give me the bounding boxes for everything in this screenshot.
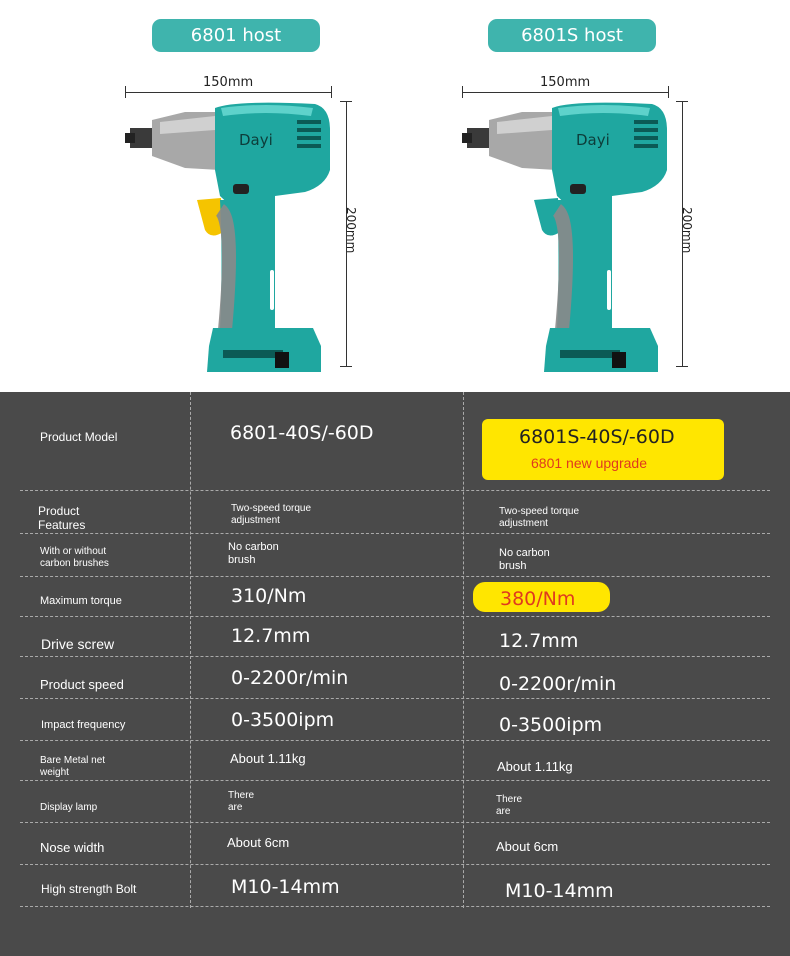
row-label-impact-frequency: Impact frequency — [41, 719, 126, 731]
row-label-drive-screw: Drive screw — [41, 636, 115, 652]
value-right-impact: 0-3500ipm — [499, 714, 603, 736]
width-label: 150mm — [203, 75, 254, 90]
upgrade-note: 6801 new upgrade — [531, 455, 647, 471]
value-left-bolt: M10-14mm — [231, 876, 340, 898]
value-right-bolt: M10-14mm — [505, 880, 614, 902]
row-divider — [20, 533, 770, 534]
value-left-drive: 12.7mm — [231, 625, 311, 647]
dimension-tick — [340, 101, 352, 102]
height-label: 200mm — [344, 207, 358, 254]
row-divider — [20, 822, 770, 823]
value-left-speed: 0-2200r/min — [231, 667, 349, 689]
value-right-weight: About 1.11kg — [497, 759, 573, 774]
value-right-model: 6801S-40S/-60D — [519, 426, 675, 448]
value-left-impact: 0-3500ipm — [231, 709, 335, 731]
dimension-tick — [340, 366, 352, 367]
column-divider — [190, 392, 191, 908]
product-images-section — [0, 0, 790, 392]
row-label-product-features: Product Features — [38, 504, 86, 532]
value-right-lamp: There are — [496, 794, 523, 817]
brand-logo: Dayi — [576, 131, 610, 149]
value-right-nose: About 6cm — [496, 839, 559, 854]
row-label-product-speed: Product speed — [40, 677, 124, 692]
value-right-features: Two-speed torque adjustment — [499, 506, 580, 529]
dimension-tick — [462, 86, 463, 98]
width-dimension-line — [462, 92, 669, 93]
dimension-tick — [668, 86, 669, 98]
value-left-torque: 310/Nm — [231, 585, 307, 607]
row-divider — [20, 656, 770, 657]
row-label-max-torque: Maximum torque — [40, 595, 122, 607]
row-divider — [20, 864, 770, 865]
spec-comparison-table — [0, 392, 790, 956]
dimension-tick — [331, 86, 332, 98]
width-label: 150mm — [540, 75, 591, 90]
height-label: 200mm — [680, 207, 694, 254]
dimension-tick — [125, 86, 126, 98]
row-divider — [20, 698, 770, 699]
width-dimension-line — [125, 92, 332, 93]
host-badge-6801: 6801 host — [152, 19, 320, 52]
column-divider — [463, 392, 464, 908]
row-divider — [20, 490, 770, 491]
impact-wrench-image-6801s — [462, 100, 672, 380]
impact-wrench-image-6801 — [125, 100, 335, 380]
row-divider — [20, 616, 770, 617]
host-badge-6801s: 6801S host — [488, 19, 656, 52]
row-label-net-weight: Bare Metal net weight — [40, 755, 106, 778]
value-left-lamp: There are — [228, 790, 255, 813]
dimension-tick — [676, 366, 688, 367]
value-left-weight: About 1.11kg — [230, 751, 306, 766]
row-label-nose-width: Nose width — [40, 840, 105, 855]
value-left-nose: About 6cm — [227, 835, 290, 850]
value-right-brushes: No carbon brush — [499, 547, 550, 572]
dimension-tick — [676, 101, 688, 102]
value-left-features: Two-speed torque adjustment — [231, 503, 312, 526]
brand-logo: Dayi — [239, 131, 273, 149]
row-divider — [20, 576, 770, 577]
value-right-torque: 380/Nm — [500, 588, 576, 610]
value-left-brushes: No carbon brush — [228, 541, 279, 566]
value-right-speed: 0-2200r/min — [499, 673, 617, 695]
value-left-model: 6801-40S/-60D — [230, 422, 374, 444]
row-label-carbon-brushes: With or without carbon brushes — [40, 546, 109, 569]
value-right-drive: 12.7mm — [499, 630, 579, 652]
row-divider — [20, 780, 770, 781]
row-divider — [20, 906, 770, 907]
row-label-display-lamp: Display lamp — [40, 802, 98, 813]
row-label-product-model: Product Model — [40, 430, 118, 444]
row-divider — [20, 740, 770, 741]
row-label-bolt: High strength Bolt — [41, 882, 137, 896]
